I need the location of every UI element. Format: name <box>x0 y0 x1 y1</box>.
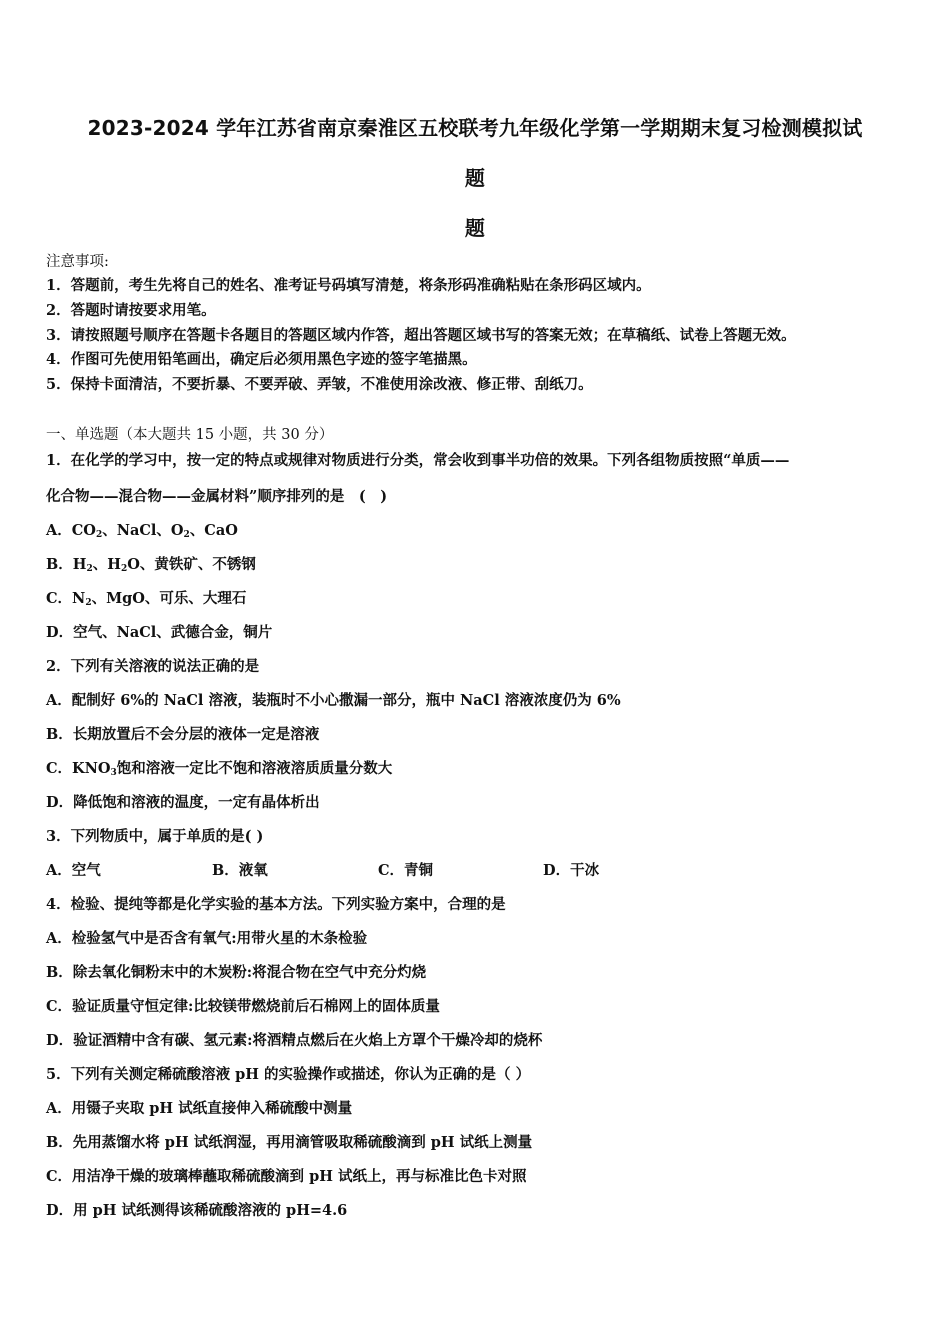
question-1-option-b: B．$H_2$、$H_2O$、黄铁矿、不锈钢 <box>46 556 256 574</box>
question-5-option-b: B．先用蒸馏水将 pH 试纸润湿，再用滴管吸取稀硫酸滴到 pH 试纸上测量 <box>46 1134 533 1151</box>
question-3-stem: 3．下列物质中，属于单质的是( ) <box>46 828 264 845</box>
question-4-option-d: D．验证酒精中含有碳、氢元素:将酒精点燃后在火焰上方罩个干燥冷却的烧杯 <box>46 1032 543 1049</box>
question-3-option-d: D．干冰 <box>543 862 600 879</box>
question-5-option-c: C．用洁净干燥的玻璃棒蘸取稀硫酸滴到 pH 试纸上，再与标准比色卡对照 <box>46 1168 527 1185</box>
question-1-stem-continued: 化合物——混合物——金属材料”顺序排列的是 ( ) <box>46 488 388 505</box>
question-3-option-a: A．空气 <box>46 862 101 879</box>
question-4-option-c: C．验证质量守恒定律:比较镁带燃烧前后石棉网上的固体质量 <box>46 998 440 1015</box>
question-5-option-a: A．用镊子夹取 pH 试纸直接伸入稀硫酸中测量 <box>46 1100 353 1117</box>
notice-item: 4．作图可先使用铅笔画出，确定后必须用黑色字迹的签字笔描黑。 <box>46 351 477 368</box>
question-5-option-d: D．用 pH 试纸测得该稀硫酸溶液的 pH=4.6 <box>46 1202 348 1219</box>
question-4-option-b: B．除去氧化铜粉末中的木炭粉:将混合物在空气中充分灼烧 <box>46 964 427 981</box>
notice-item: 5．保持卡面清洁，不要折暴、不要弄破、弄皱，不准使用涂改液、修正带、刮纸刀。 <box>46 376 593 393</box>
question-2-option-c: C．$KNO_3$饱和溶液一定比不饱和溶液溶质质量分数大 <box>46 760 393 778</box>
question-4-stem: 4．检验、提纯等都是化学实验的基本方法。下列实验方案中，合理的是 <box>46 896 506 913</box>
notice-item: 2．答题时请按要求用笔。 <box>46 302 216 319</box>
question-2-option-d: D．降低饱和溶液的温度，一定有晶体析出 <box>46 794 320 811</box>
document-title-repeat: 题 <box>464 216 486 240</box>
document-title: 2023-2024 学年江苏省南京秦淮区五校联考九年级化学第一学期期末复习检测模拟试 <box>87 116 863 140</box>
notice-item: 1．答题前，考生先将自己的姓名、准考证号码填写清楚，将条形码准确粘贴在条形码区域内。 <box>46 277 651 294</box>
question-1-option-a: A．$CO_2$、NaCl、$O_2$、CaO <box>46 522 238 540</box>
section-heading: 一、单选题（本大题共 15 小题，共 30 分） <box>46 427 334 443</box>
question-1-stem: 1．在化学的学习中，按一定的特点或规律对物质进行分类，常会收到事半功倍的效果。下列各组物质按照“单质—— <box>46 452 790 469</box>
question-1-option-c: C．$N_2$、MgO、可乐、大理石 <box>46 590 247 608</box>
notice-heading: 注意事项: <box>46 254 109 270</box>
question-2-option-b: B．长期放置后不会分层的液体一定是溶液 <box>46 726 320 743</box>
question-2-option-a: A．配制好 6%的 NaCl 溶液，装瓶时不小心撒漏一部分，瓶中 NaCl 溶液浓度仍为 6% <box>46 692 621 709</box>
question-4-option-a: A．检验氢气中是否含有氧气:用带火星的木条检验 <box>46 930 368 947</box>
document-title-continued: 题 <box>464 166 486 190</box>
question-3-option-c: C．青铜 <box>378 862 434 879</box>
question-2-stem: 2．下列有关溶液的说法正确的是 <box>46 658 260 675</box>
question-5-stem: 5．下列有关测定稀硫酸溶液 pH 的实验操作或描述，你认为正确的是（ ） <box>46 1066 531 1083</box>
notice-item: 3．请按照题号顺序在答题卡各题目的答题区域内作答，超出答题区域书写的答案无效；在草稿纸、试卷上答题无效。 <box>46 327 796 344</box>
question-3-option-b: B．液氧 <box>212 862 268 879</box>
question-1-option-d: D．空气、NaCl、武德合金，铜片 <box>46 624 273 641</box>
